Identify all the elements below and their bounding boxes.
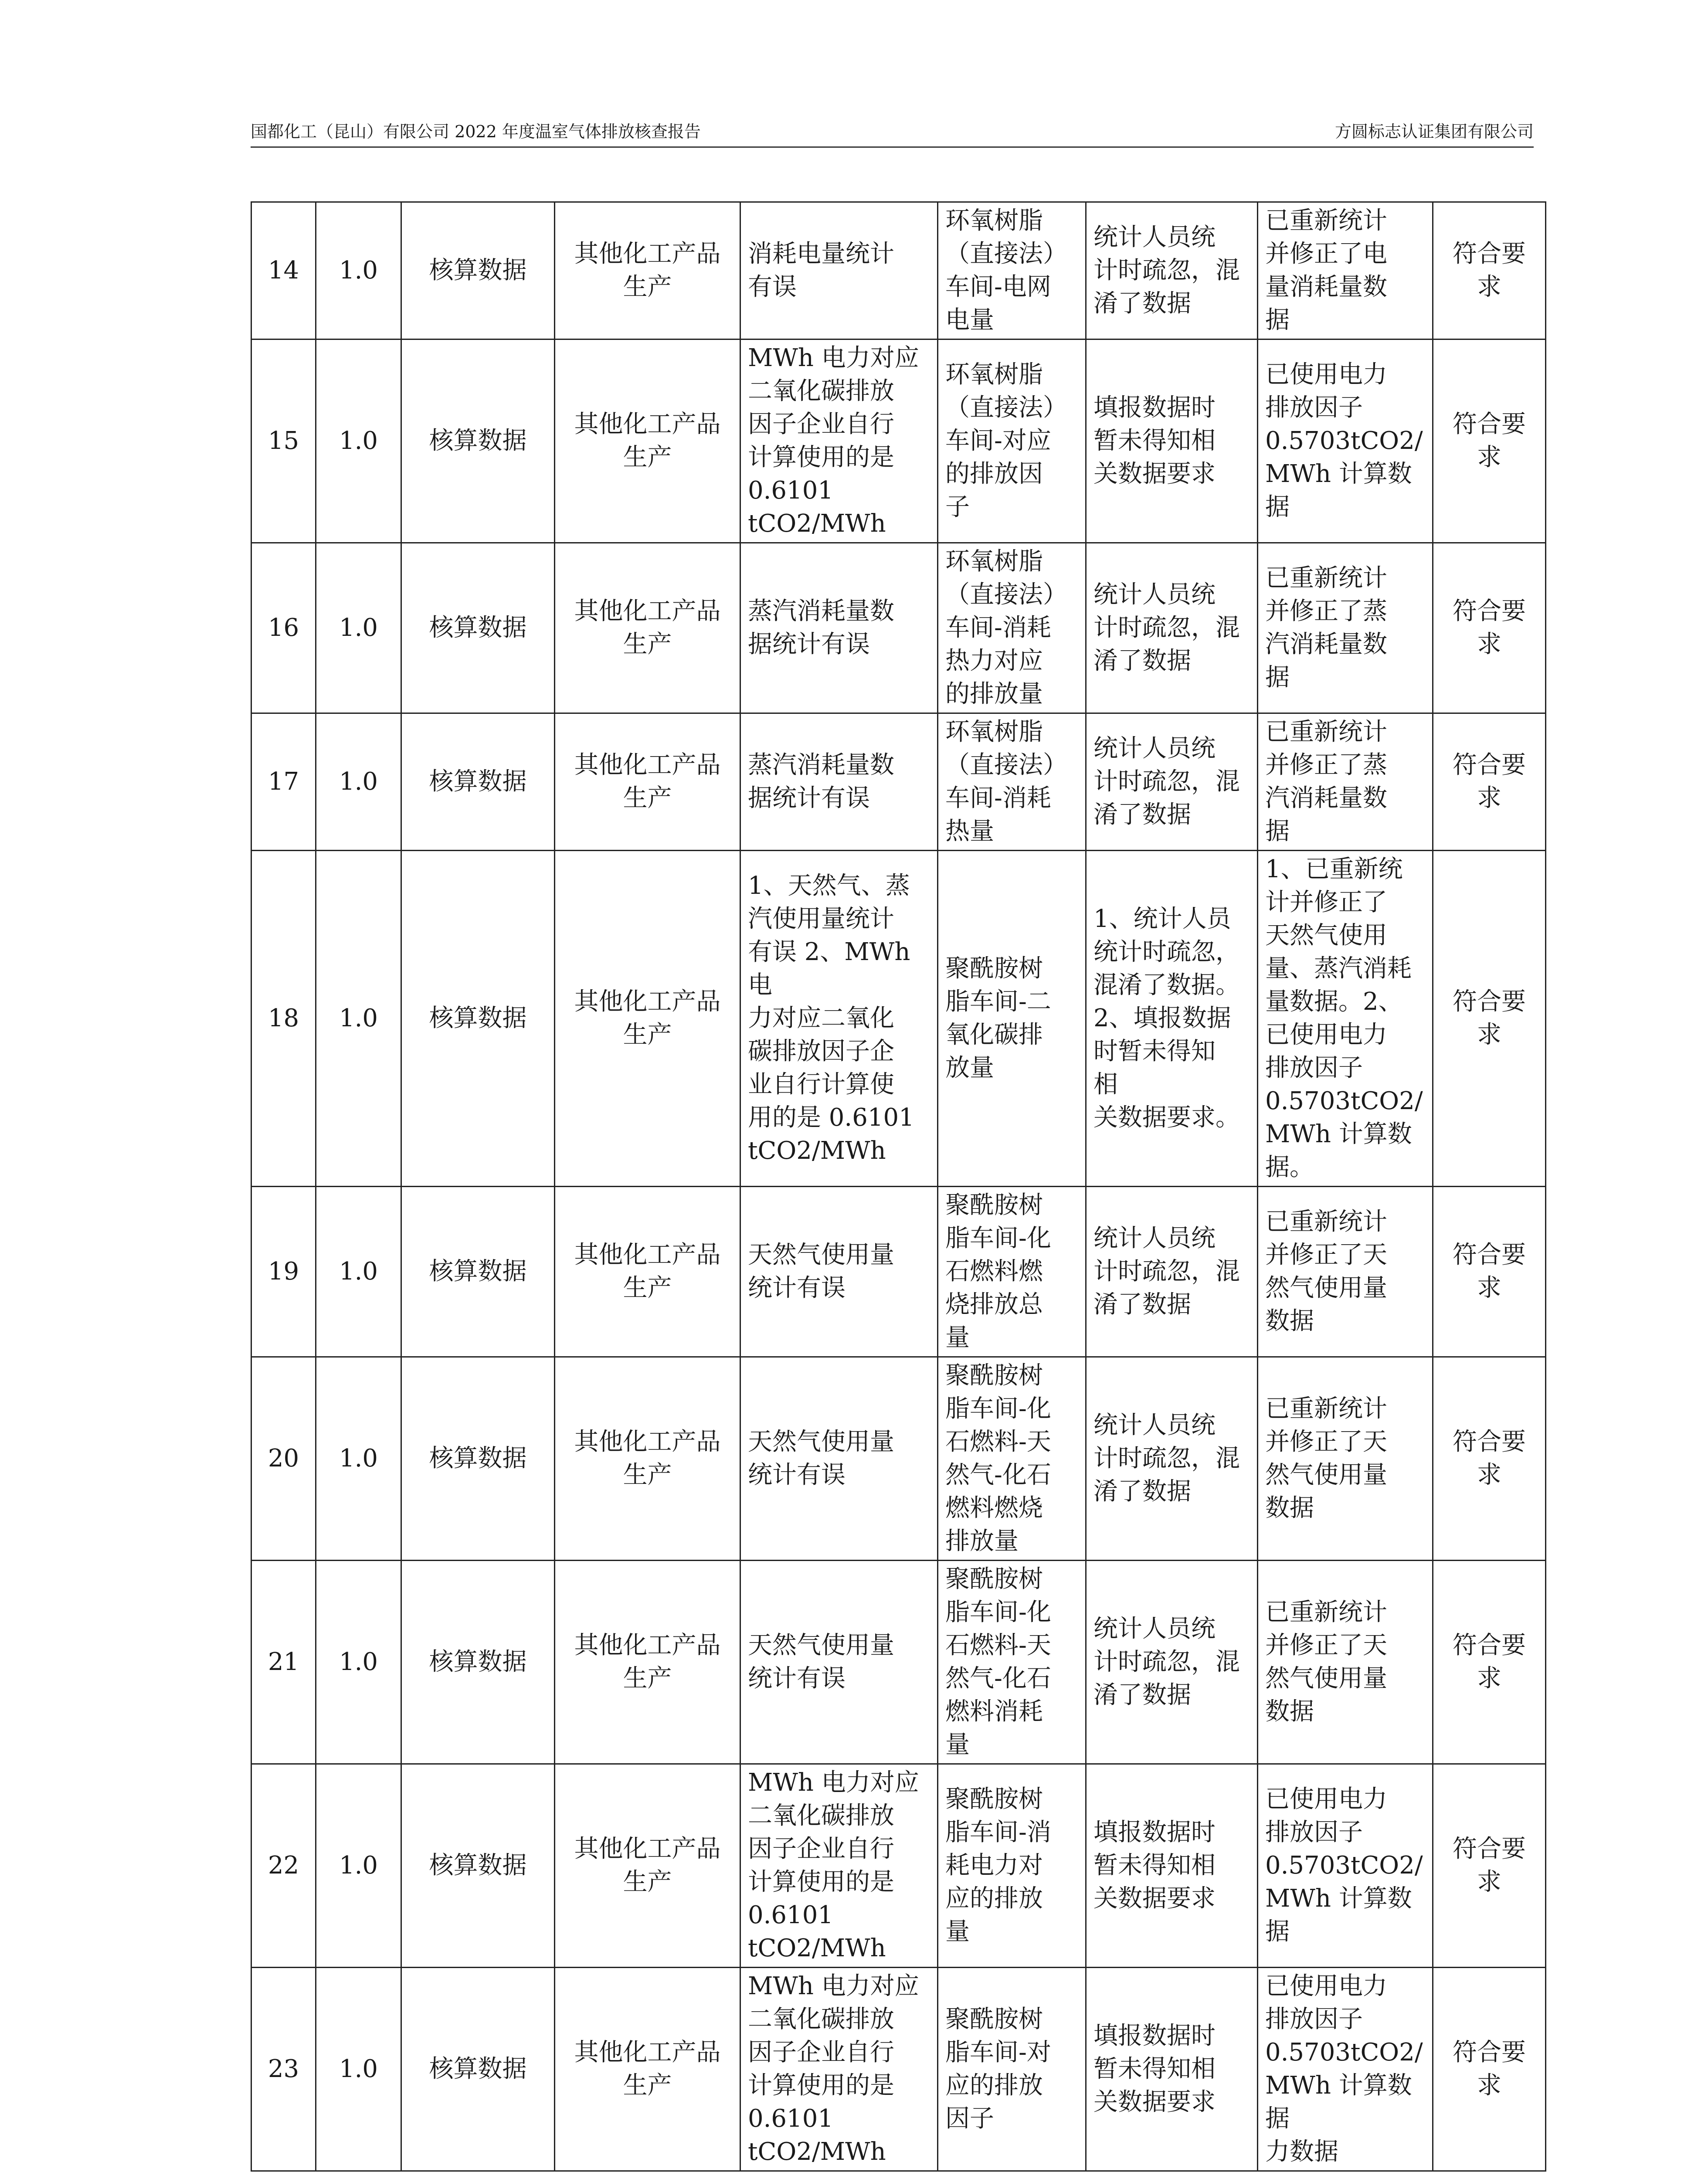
data-type-cell: 核算数据 xyxy=(401,1357,555,1561)
row-number-cell: 15 xyxy=(251,339,316,543)
process-cell: 其他化工产品 生产 xyxy=(555,1968,740,2171)
cause-cell: 填报数据时 暂未得知相 关数据要求 xyxy=(1086,339,1258,543)
table-row xyxy=(251,851,1546,1187)
data-item-cell: 聚酰胺树 脂车间-化 石燃料-天 然气-化石 燃料燃烧 排放量 xyxy=(938,1357,1086,1561)
running-header-organization: 方圆标志认证集团有限公司 xyxy=(1334,122,1534,141)
data-type-cell: 核算数据 xyxy=(401,543,555,713)
table-row xyxy=(251,543,1546,713)
conformity-result-cell: 符合要 求 xyxy=(1433,1561,1546,1764)
table-row xyxy=(251,1764,1546,1968)
version-cell: 1.0 xyxy=(316,543,401,713)
cause-cell: 统计人员统 计时疏忽，混 淆了数据 xyxy=(1086,543,1258,713)
table-row xyxy=(251,1357,1546,1561)
correction-cell: 已重新统计 并修正了电 量消耗量数 据 xyxy=(1258,202,1433,339)
version-cell: 1.0 xyxy=(316,1968,401,2171)
data-type-cell: 核算数据 xyxy=(401,202,555,339)
conformity-result-cell: 符合要 求 xyxy=(1433,202,1546,339)
conformity-result-cell: 符合要 求 xyxy=(1433,1968,1546,2171)
row-number-cell: 21 xyxy=(251,1561,316,1764)
process-cell: 其他化工产品 生产 xyxy=(555,713,740,851)
version-cell: 1.0 xyxy=(316,851,401,1187)
conformity-result-cell: 符合要 求 xyxy=(1433,1764,1546,1968)
version-cell: 1.0 xyxy=(316,339,401,543)
table-row xyxy=(251,339,1546,543)
conformity-result-cell: 符合要 求 xyxy=(1433,1187,1546,1357)
verification-findings-table xyxy=(251,201,1546,2172)
correction-cell: 已重新统计 并修正了蒸 汽消耗量数 据 xyxy=(1258,713,1433,851)
issue-description-cell: 天然气使用量 统计有误 xyxy=(740,1187,938,1357)
correction-cell: 已重新统计 并修正了天 然气使用量 数据 xyxy=(1258,1357,1433,1561)
cause-cell: 统计人员统 计时疏忽，混 淆了数据 xyxy=(1086,713,1258,851)
correction-cell: 已使用电力 排放因子 0.5703tCO2/ MWh 计算数据 xyxy=(1258,339,1433,543)
row-number-cell: 23 xyxy=(251,1968,316,2171)
correction-cell: 1、已重新统 计并修正了 天然气使用 量、蒸汽消耗 量数据。2、 已使用电力 排放因子 0.5703tCO2/ MWh 计算数据。 xyxy=(1258,851,1433,1187)
process-cell: 其他化工产品 生产 xyxy=(555,1187,740,1357)
table-row xyxy=(251,1561,1546,1764)
row-number-cell: 20 xyxy=(251,1357,316,1561)
correction-cell: 已重新统计 并修正了天 然气使用量 数据 xyxy=(1258,1187,1433,1357)
row-number-cell: 16 xyxy=(251,543,316,713)
data-type-cell: 核算数据 xyxy=(401,1764,555,1968)
data-item-cell: 环氧树脂 （直接法） 车间-消耗 热力对应 的排放量 xyxy=(938,543,1086,713)
conformity-result-cell: 符合要 求 xyxy=(1433,543,1546,713)
data-item-cell: 聚酰胺树 脂车间-化 石燃料-天 然气-化石 燃料消耗 量 xyxy=(938,1561,1086,1764)
table-row xyxy=(251,1968,1546,2171)
conformity-result-cell: 符合要 求 xyxy=(1433,339,1546,543)
issue-description-cell: MWh 电力对应 二氧化碳排放 因子企业自行 计算使用的是 0.6101 tCO2/MWh xyxy=(740,339,938,543)
process-cell: 其他化工产品 生产 xyxy=(555,1764,740,1968)
version-cell: 1.0 xyxy=(316,1561,401,1764)
data-item-cell: 聚酰胺树 脂车间-对 应的排放 因子 xyxy=(938,1968,1086,2171)
cause-cell: 统计人员统 计时疏忽，混 淆了数据 xyxy=(1086,1357,1258,1561)
issue-description-cell: 蒸汽消耗量数 据统计有误 xyxy=(740,543,938,713)
process-cell: 其他化工产品 生产 xyxy=(555,1561,740,1764)
row-number-cell: 18 xyxy=(251,851,316,1187)
data-type-cell: 核算数据 xyxy=(401,339,555,543)
row-number-cell: 22 xyxy=(251,1764,316,1968)
header-divider xyxy=(251,146,1534,148)
data-type-cell: 核算数据 xyxy=(401,1968,555,2171)
running-header-report-title: 国都化工（昆山）有限公司 2022 年度温室气体排放核查报告 xyxy=(251,122,701,141)
cause-cell: 统计人员统 计时疏忽，混 淆了数据 xyxy=(1086,1187,1258,1357)
issue-description-cell: MWh 电力对应 二氧化碳排放 因子企业自行 计算使用的是 0.6101 tCO2/MWh xyxy=(740,1968,938,2171)
version-cell: 1.0 xyxy=(316,1764,401,1968)
data-type-cell: 核算数据 xyxy=(401,851,555,1187)
version-cell: 1.0 xyxy=(316,1357,401,1561)
cause-cell: 1、统计人员 统计时疏忽， 混淆了数据。 2、填报数据 时暂未得知 相 关数据要求。 xyxy=(1086,851,1258,1187)
process-cell: 其他化工产品 生产 xyxy=(555,851,740,1187)
table-row xyxy=(251,713,1546,851)
process-cell: 其他化工产品 生产 xyxy=(555,202,740,339)
issue-description-cell: 1、天然气、蒸 汽使用量统计 有误 2、MWh 电 力对应二氧化 碳排放因子企 业自行计算使 用的是 0.6101 tCO2/MWh xyxy=(740,851,938,1187)
version-cell: 1.0 xyxy=(316,202,401,339)
conformity-result-cell: 符合要 求 xyxy=(1433,1357,1546,1561)
conformity-result-cell: 符合要 求 xyxy=(1433,713,1546,851)
correction-cell: 已使用电力 排放因子 0.5703tCO2/ MWh 计算数据 力数据 xyxy=(1258,1968,1433,2171)
issue-description-cell: MWh 电力对应 二氧化碳排放 因子企业自行 计算使用的是 0.6101 tCO2/MWh xyxy=(740,1764,938,1968)
row-number-cell: 14 xyxy=(251,202,316,339)
table-row xyxy=(251,202,1546,339)
row-number-cell: 17 xyxy=(251,713,316,851)
process-cell: 其他化工产品 生产 xyxy=(555,1357,740,1561)
cause-cell: 填报数据时 暂未得知相 关数据要求 xyxy=(1086,1764,1258,1968)
data-item-cell: 环氧树脂 （直接法） 车间-对应 的排放因 子 xyxy=(938,339,1086,543)
data-type-cell: 核算数据 xyxy=(401,713,555,851)
issue-description-cell: 天然气使用量 统计有误 xyxy=(740,1561,938,1764)
table-row xyxy=(251,1187,1546,1357)
process-cell: 其他化工产品 生产 xyxy=(555,339,740,543)
data-item-cell: 环氧树脂 （直接法） 车间-电网 电量 xyxy=(938,202,1086,339)
data-item-cell: 聚酰胺树 脂车间-消 耗电力对 应的排放 量 xyxy=(938,1764,1086,1968)
issue-description-cell: 天然气使用量 统计有误 xyxy=(740,1357,938,1561)
issue-description-cell: 蒸汽消耗量数 据统计有误 xyxy=(740,713,938,851)
correction-cell: 已重新统计 并修正了天 然气使用量 数据 xyxy=(1258,1561,1433,1764)
cause-cell: 填报数据时 暂未得知相 关数据要求 xyxy=(1086,1968,1258,2171)
version-cell: 1.0 xyxy=(316,713,401,851)
data-type-cell: 核算数据 xyxy=(401,1187,555,1357)
data-item-cell: 聚酰胺树 脂车间-化 石燃料燃 烧排放总 量 xyxy=(938,1187,1086,1357)
correction-cell: 已使用电力 排放因子 0.5703tCO2/ MWh 计算数据 xyxy=(1258,1764,1433,1968)
cause-cell: 统计人员统 计时疏忽，混 淆了数据 xyxy=(1086,202,1258,339)
data-item-cell: 环氧树脂 （直接法） 车间-消耗 热量 xyxy=(938,713,1086,851)
data-item-cell: 聚酰胺树 脂车间-二 氧化碳排 放量 xyxy=(938,851,1086,1187)
process-cell: 其他化工产品 生产 xyxy=(555,543,740,713)
table-body xyxy=(251,202,1546,2171)
correction-cell: 已重新统计 并修正了蒸 汽消耗量数 据 xyxy=(1258,543,1433,713)
data-type-cell: 核算数据 xyxy=(401,1561,555,1764)
conformity-result-cell: 符合要 求 xyxy=(1433,851,1546,1187)
cause-cell: 统计人员统 计时疏忽，混 淆了数据 xyxy=(1086,1561,1258,1764)
row-number-cell: 19 xyxy=(251,1187,316,1357)
issue-description-cell: 消耗电量统计 有误 xyxy=(740,202,938,339)
version-cell: 1.0 xyxy=(316,1187,401,1357)
